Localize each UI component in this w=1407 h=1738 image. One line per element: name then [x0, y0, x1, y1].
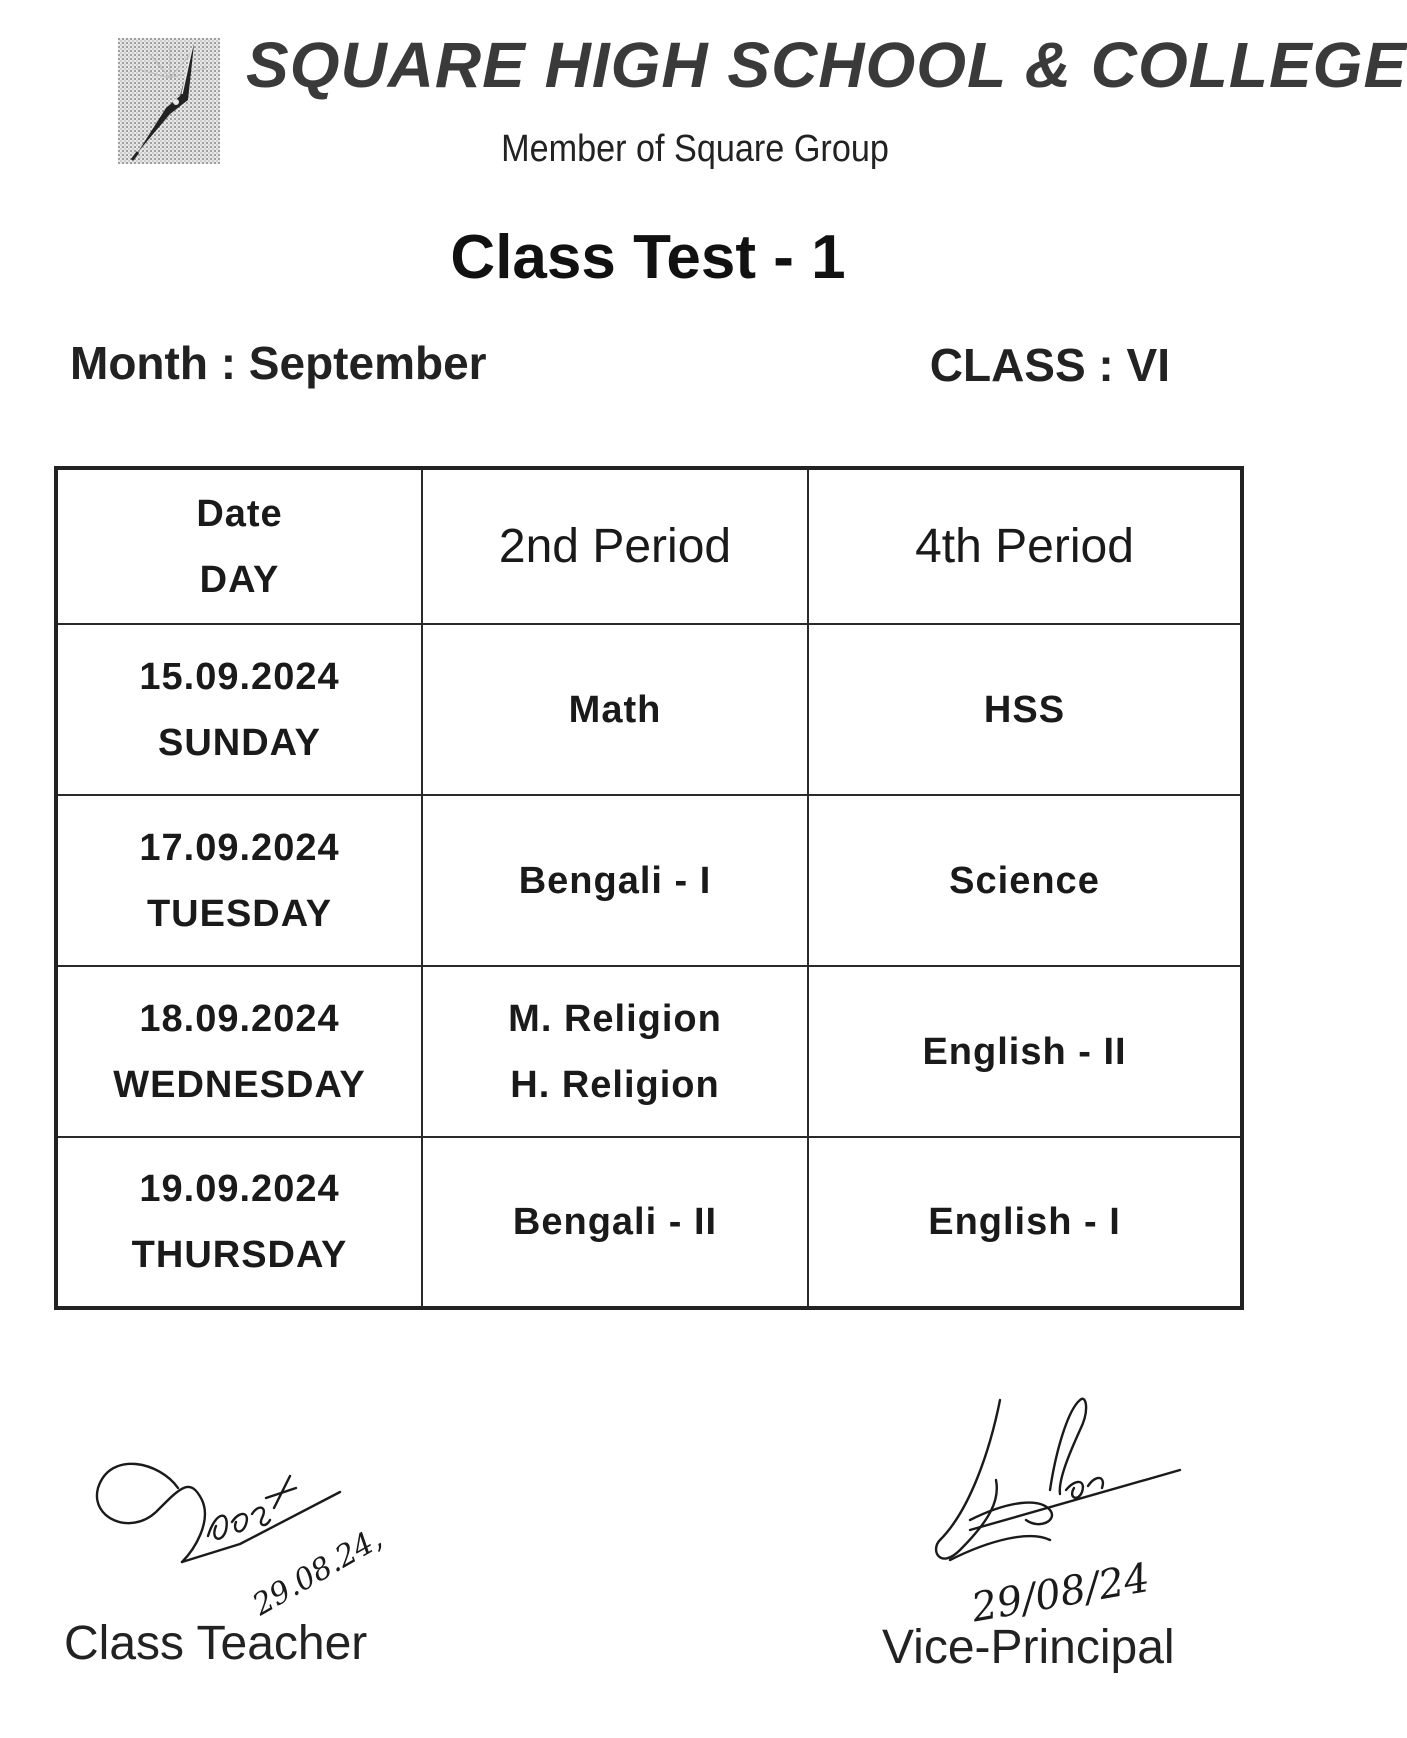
period4-subject: English - II	[808, 966, 1242, 1137]
period2-subject	[422, 624, 808, 795]
subject-value: Bengali - I	[518, 859, 712, 902]
table-row	[56, 624, 1242, 795]
class-label: CLASS : VI	[929, 339, 1170, 391]
date-cell	[56, 966, 422, 1137]
member-line: Member of Square Group	[501, 128, 889, 170]
date-cell	[56, 795, 422, 966]
schedule-table	[54, 466, 1244, 1310]
vice-principal-label: Vice-Principal	[882, 1621, 1175, 1674]
table-header-row	[56, 468, 1242, 624]
vice-principal-signature	[930, 1390, 1210, 1630]
date-value: 18.09.2024	[139, 997, 340, 1040]
school-name: SQUARE HIGH SCHOOL & COLLEGE	[246, 29, 1407, 101]
subject-value: Math	[568, 688, 662, 731]
day-value: WEDNESDAY	[113, 1063, 366, 1106]
period2-subject	[422, 966, 808, 1137]
subject-value: Bengali - II	[512, 1201, 718, 1243]
subject-value: H. Religion	[510, 1063, 720, 1106]
period4-subject: English - I	[808, 1137, 1242, 1308]
table-row	[56, 966, 1242, 1137]
class-teacher-signature-date: 29.08.24,	[246, 1521, 389, 1623]
period4-header: 4th Period	[808, 468, 1242, 624]
month-label: Month : September	[70, 337, 487, 389]
class-teacher-label: Class Teacher	[64, 1617, 368, 1670]
date-value: 19.09.2024	[139, 1168, 340, 1210]
date-header-label: Date	[196, 492, 283, 535]
day-value: TUESDAY	[146, 892, 333, 935]
vice-principal-signature-date: 29/08/24	[968, 1554, 1154, 1632]
period2-header: 2nd Period	[422, 468, 808, 624]
period4-subject: HSS	[808, 624, 1242, 795]
table-row	[56, 795, 1242, 966]
period4-subject: Science	[808, 795, 1242, 966]
subject-value: M. Religion	[508, 997, 722, 1040]
page-title: Class Test - 1	[450, 223, 846, 292]
period2-subject	[422, 795, 808, 966]
period2-subject	[422, 1137, 808, 1308]
date-cell	[56, 1137, 422, 1308]
date-value: 15.09.2024	[139, 655, 340, 698]
day-header-label: DAY	[199, 558, 280, 601]
date-value: 17.09.2024	[139, 826, 340, 869]
day-value: SUNDAY	[158, 721, 321, 764]
class-teacher-signature	[90, 1440, 410, 1630]
day-value: THURSDAY	[131, 1234, 348, 1276]
date-cell	[56, 624, 422, 795]
date-day-header	[56, 468, 422, 624]
table-row	[56, 1137, 1242, 1308]
